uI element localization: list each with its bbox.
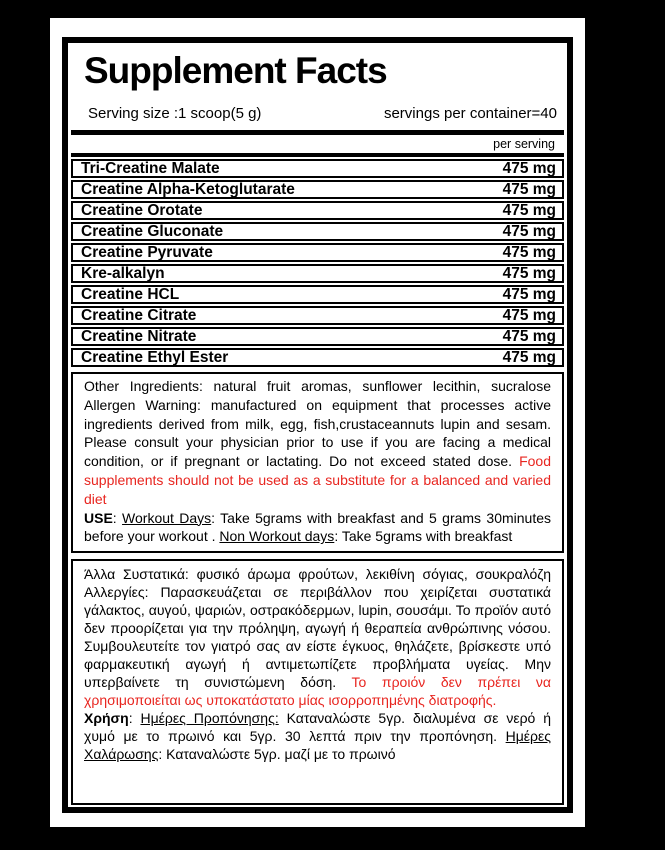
text-segment-normal: : [112, 509, 123, 526]
text-segment-normal: : [128, 710, 141, 727]
ingredient-amount: 475 mg [502, 327, 556, 345]
ingredient-amount: 475 mg [502, 348, 556, 366]
ingredient-amount: 475 mg [502, 180, 556, 198]
ingredient-name: Creatine Gluconate [81, 222, 224, 240]
ingredient-name: Tri-Creatine Malate [81, 159, 220, 177]
ingredient-name: Creatine HCL [81, 285, 180, 303]
ingredient-row [71, 327, 564, 346]
text-segment-bold: USE [84, 509, 113, 526]
text-segment-underline: Ημέρες Χαλάρωσης [84, 728, 551, 763]
ingredient-name: Creatine Pyruvate [81, 243, 213, 261]
text-segment-red: Το προιόν δεν πρέπει να χρησιμοποιείται ως υποκατάστατο μίας ισορροπημένης διατροφής. [84, 674, 552, 709]
ingredient-amount: 475 mg [502, 201, 556, 219]
ingredient-row [71, 285, 564, 304]
ingredient-row [71, 159, 564, 178]
text-segment-underline: Non Workout days [219, 528, 335, 545]
text-segment-normal: Καταναλώστε 5γρ. διαλυμένα σε νερό ή χυμό με το πρωινό και 5γρ. 30 λεπτά πριν την προπόνηση. [84, 710, 552, 745]
ingredient-amount: 475 mg [502, 264, 556, 282]
serving-size-text: Serving size :1 scoop(5 g) [88, 105, 262, 122]
ingredient-row [71, 243, 564, 262]
serving-info-row [70, 105, 565, 123]
ingredient-amount: 475 mg [502, 159, 556, 177]
ingredient-row [71, 306, 564, 325]
text-segment-normal: : Take 5grams with breakfast and 5 grams 30minutes before your workout . [84, 509, 551, 545]
ingredient-name: Creatine Nitrate [81, 327, 197, 345]
ingredients-table [70, 157, 565, 367]
text-segment-underline: Ημέρες Προπόνησης: [140, 710, 279, 727]
ingredient-amount: 475 mg [502, 222, 556, 240]
ingredient-amount: 475 mg [502, 285, 556, 303]
label-sheet [50, 18, 585, 827]
ingredient-name: Kre-alkalyn [81, 264, 165, 282]
english-info-box [71, 372, 564, 553]
panel-title: Supplement Facts [84, 50, 387, 91]
ingredient-row [71, 180, 564, 199]
ingredient-row [71, 201, 564, 220]
ingredient-name: Creatine Orotate [81, 201, 203, 219]
ingredient-amount: 475 mg [502, 243, 556, 261]
text-segment-bold: Χρήση [84, 710, 129, 727]
text-segment-normal: Άλλα Συστατικά: φυσικό άρωμα φρούτων, λεκιθίνη σόγιας, σουκραλόζη Αλλεργίες: Παρασκευάζεται σε περιβάλλον που χειρίζεται συστατικά γάλακτος, αυγού, ψαριών, οστρακόδερμων, lupin, σουσάμι. Το προϊόν αυτό δεν προορίζεται για την πρόληψη, αγωγή ή θεραπεία ανθρώπινης νόσου. Συμβουλευτείτε τον γιατρό σας αν είστε έγκυος, θηλάζετε, βρίσκεστε υπό φαρμακευτική αγωγή ή αντιμετωπίζετε προβλήματα υγείας. Μην υπερβαίνετε τη συνιστώμενη δόση. [84, 566, 551, 691]
greek-info-box [71, 559, 564, 805]
amount-column-header: per serving [493, 137, 555, 151]
ingredient-name: Creatine Ethyl Ester [81, 348, 229, 366]
ingredient-row [71, 348, 564, 367]
ingredient-name: Creatine Citrate [81, 306, 197, 324]
ingredient-row [71, 264, 564, 283]
ingredient-amount: 475 mg [502, 306, 556, 324]
text-segment-normal: : Καταναλώστε 5γρ. μαζί με το πρωινό [158, 746, 396, 763]
text-segment-underline: Workout Days [122, 509, 212, 526]
servings-per-container-text: servings per container=40 [383, 105, 557, 122]
text-segment-red: Food supplements should not be used as a substitute for a balanced and varied diet [84, 453, 551, 507]
ingredient-row [71, 222, 564, 241]
supplement-facts-panel [62, 37, 573, 813]
ingredient-name: Creatine Alpha-Ketoglutarate [81, 180, 295, 198]
text-segment-normal: Other Ingredients: natural fruit aromas, sunflower lecithin, sucralose Allergen Warning: manufactured on equipment that processes active ingredients derived from milk, egg, fish,crustaceannuts lupin and sesam. Please consult your physician prior to use if you are facing a medical condition, or if pregnant or lactating. Do not exceed stated dose. [84, 378, 551, 470]
text-segment-normal: : Take 5grams with breakfast [334, 528, 513, 545]
